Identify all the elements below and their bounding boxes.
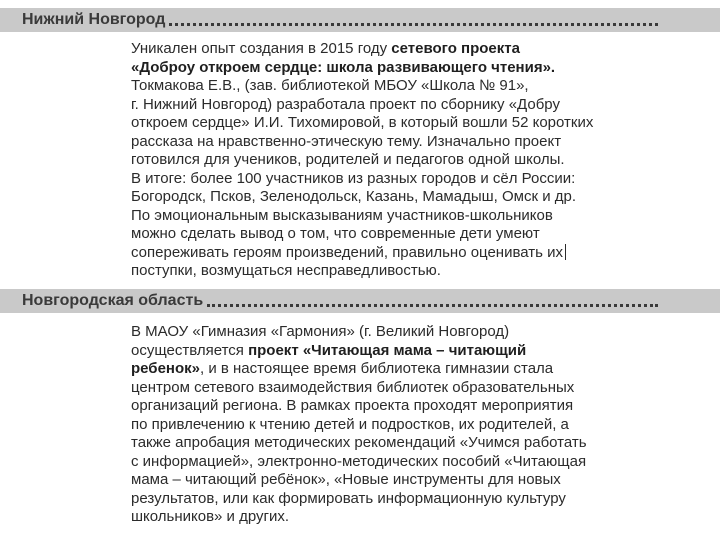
body-text: результатов, или как формировать информационную культуру — [131, 489, 566, 507]
body-line — [131, 207, 661, 226]
body-text: поступки, возмущаться несправедливостью. — [131, 262, 441, 279]
body-text: рассказа на нравственно-этическую тему. Изначально проект — [131, 132, 562, 150]
body-line — [131, 59, 661, 78]
body-line — [131, 170, 661, 189]
body-line — [131, 225, 661, 244]
text-cursor — [565, 244, 566, 260]
body-line — [131, 416, 661, 435]
body-line — [131, 77, 661, 96]
body-text: с информацией», электронно-методических пособий «Читающая — [131, 452, 587, 470]
body-line — [131, 360, 661, 379]
body-text: Богородск, Псков, Зеленодольск, Казань, Мамадыш, Омск и др. — [131, 188, 577, 205]
dotted-leader — [169, 23, 658, 26]
section-body — [131, 40, 661, 281]
body-text: Токмакова Е.В., (зав. библиотекой МБОУ «Школа № 91», — [131, 77, 529, 94]
body-text: мама – читающий ребёнок», «Новые инструменты для новых — [131, 471, 561, 488]
bold-text: ребенок» — [131, 360, 200, 377]
body-text: В МАОУ «Гимназия «Гармония» (г. Великий Новгород) — [131, 323, 510, 340]
body-text: сопереживать героям произведений, правильно оценивать их — [131, 243, 564, 261]
body-text: , и в настоящее время библиотека гимназии стала — [200, 360, 554, 377]
body-text: центром сетевого взаимодействия библиотек образовательных — [131, 378, 575, 396]
section-nizhny-novgorod — [0, 8, 720, 281]
body-line — [131, 244, 661, 263]
body-line — [131, 114, 661, 133]
body-line — [131, 133, 661, 152]
body-line — [131, 151, 661, 170]
body-line — [131, 40, 661, 59]
body-line — [131, 342, 661, 361]
body-text: В итоге: более 100 участников из разных городов и сёл России: — [131, 169, 576, 187]
body-text: школьников» и других. — [131, 508, 290, 525]
section-header — [0, 8, 720, 32]
bold-text: проект «Читающая мама – читающий — [248, 341, 527, 359]
body-line — [131, 434, 661, 453]
body-line — [131, 323, 661, 342]
body-line — [131, 453, 661, 472]
section-body — [131, 323, 661, 527]
body-text: Уникален опыт создания в 2015 году — [131, 40, 392, 57]
body-text: По эмоциональным высказываниям участников-школьников — [131, 206, 553, 224]
dotted-leader — [207, 304, 658, 307]
bold-text: «Доброу откроем сердце: школа развивающего чтения». — [131, 58, 556, 76]
body-text: также апробация методических рекомендаций «Учимся работать — [131, 434, 587, 451]
body-line — [131, 379, 661, 398]
body-line — [131, 508, 661, 527]
body-line — [131, 397, 661, 416]
body-text: по привлечению к чтению детей и подростков, их родителей, а — [131, 415, 569, 433]
body-line — [131, 96, 661, 115]
body-line — [131, 490, 661, 509]
body-line — [131, 262, 661, 281]
section-title: Нижний Новгород — [22, 11, 166, 28]
body-text: можно сделать вывод о том, что современные дети умеют — [131, 225, 540, 242]
body-text: г. Нижний Новгород) разработала проект по сборнику «Добру — [131, 95, 560, 113]
body-text: готовился для учеников, родителей и педагогов одной школы. — [131, 151, 565, 168]
body-text: организаций региона. В рамках проекта проходят мероприятия — [131, 397, 574, 414]
bold-text: сетевого проекта — [391, 40, 520, 57]
body-text: откроем сердце» И.И. Тихомировой, в который вошли 52 коротких — [131, 114, 594, 131]
body-line — [131, 188, 661, 207]
section-novgorod-oblast — [0, 289, 720, 527]
body-line — [131, 471, 661, 490]
body-text: осуществляется — [131, 341, 249, 359]
section-title: Новгородская область — [22, 292, 204, 309]
section-header — [0, 289, 720, 313]
